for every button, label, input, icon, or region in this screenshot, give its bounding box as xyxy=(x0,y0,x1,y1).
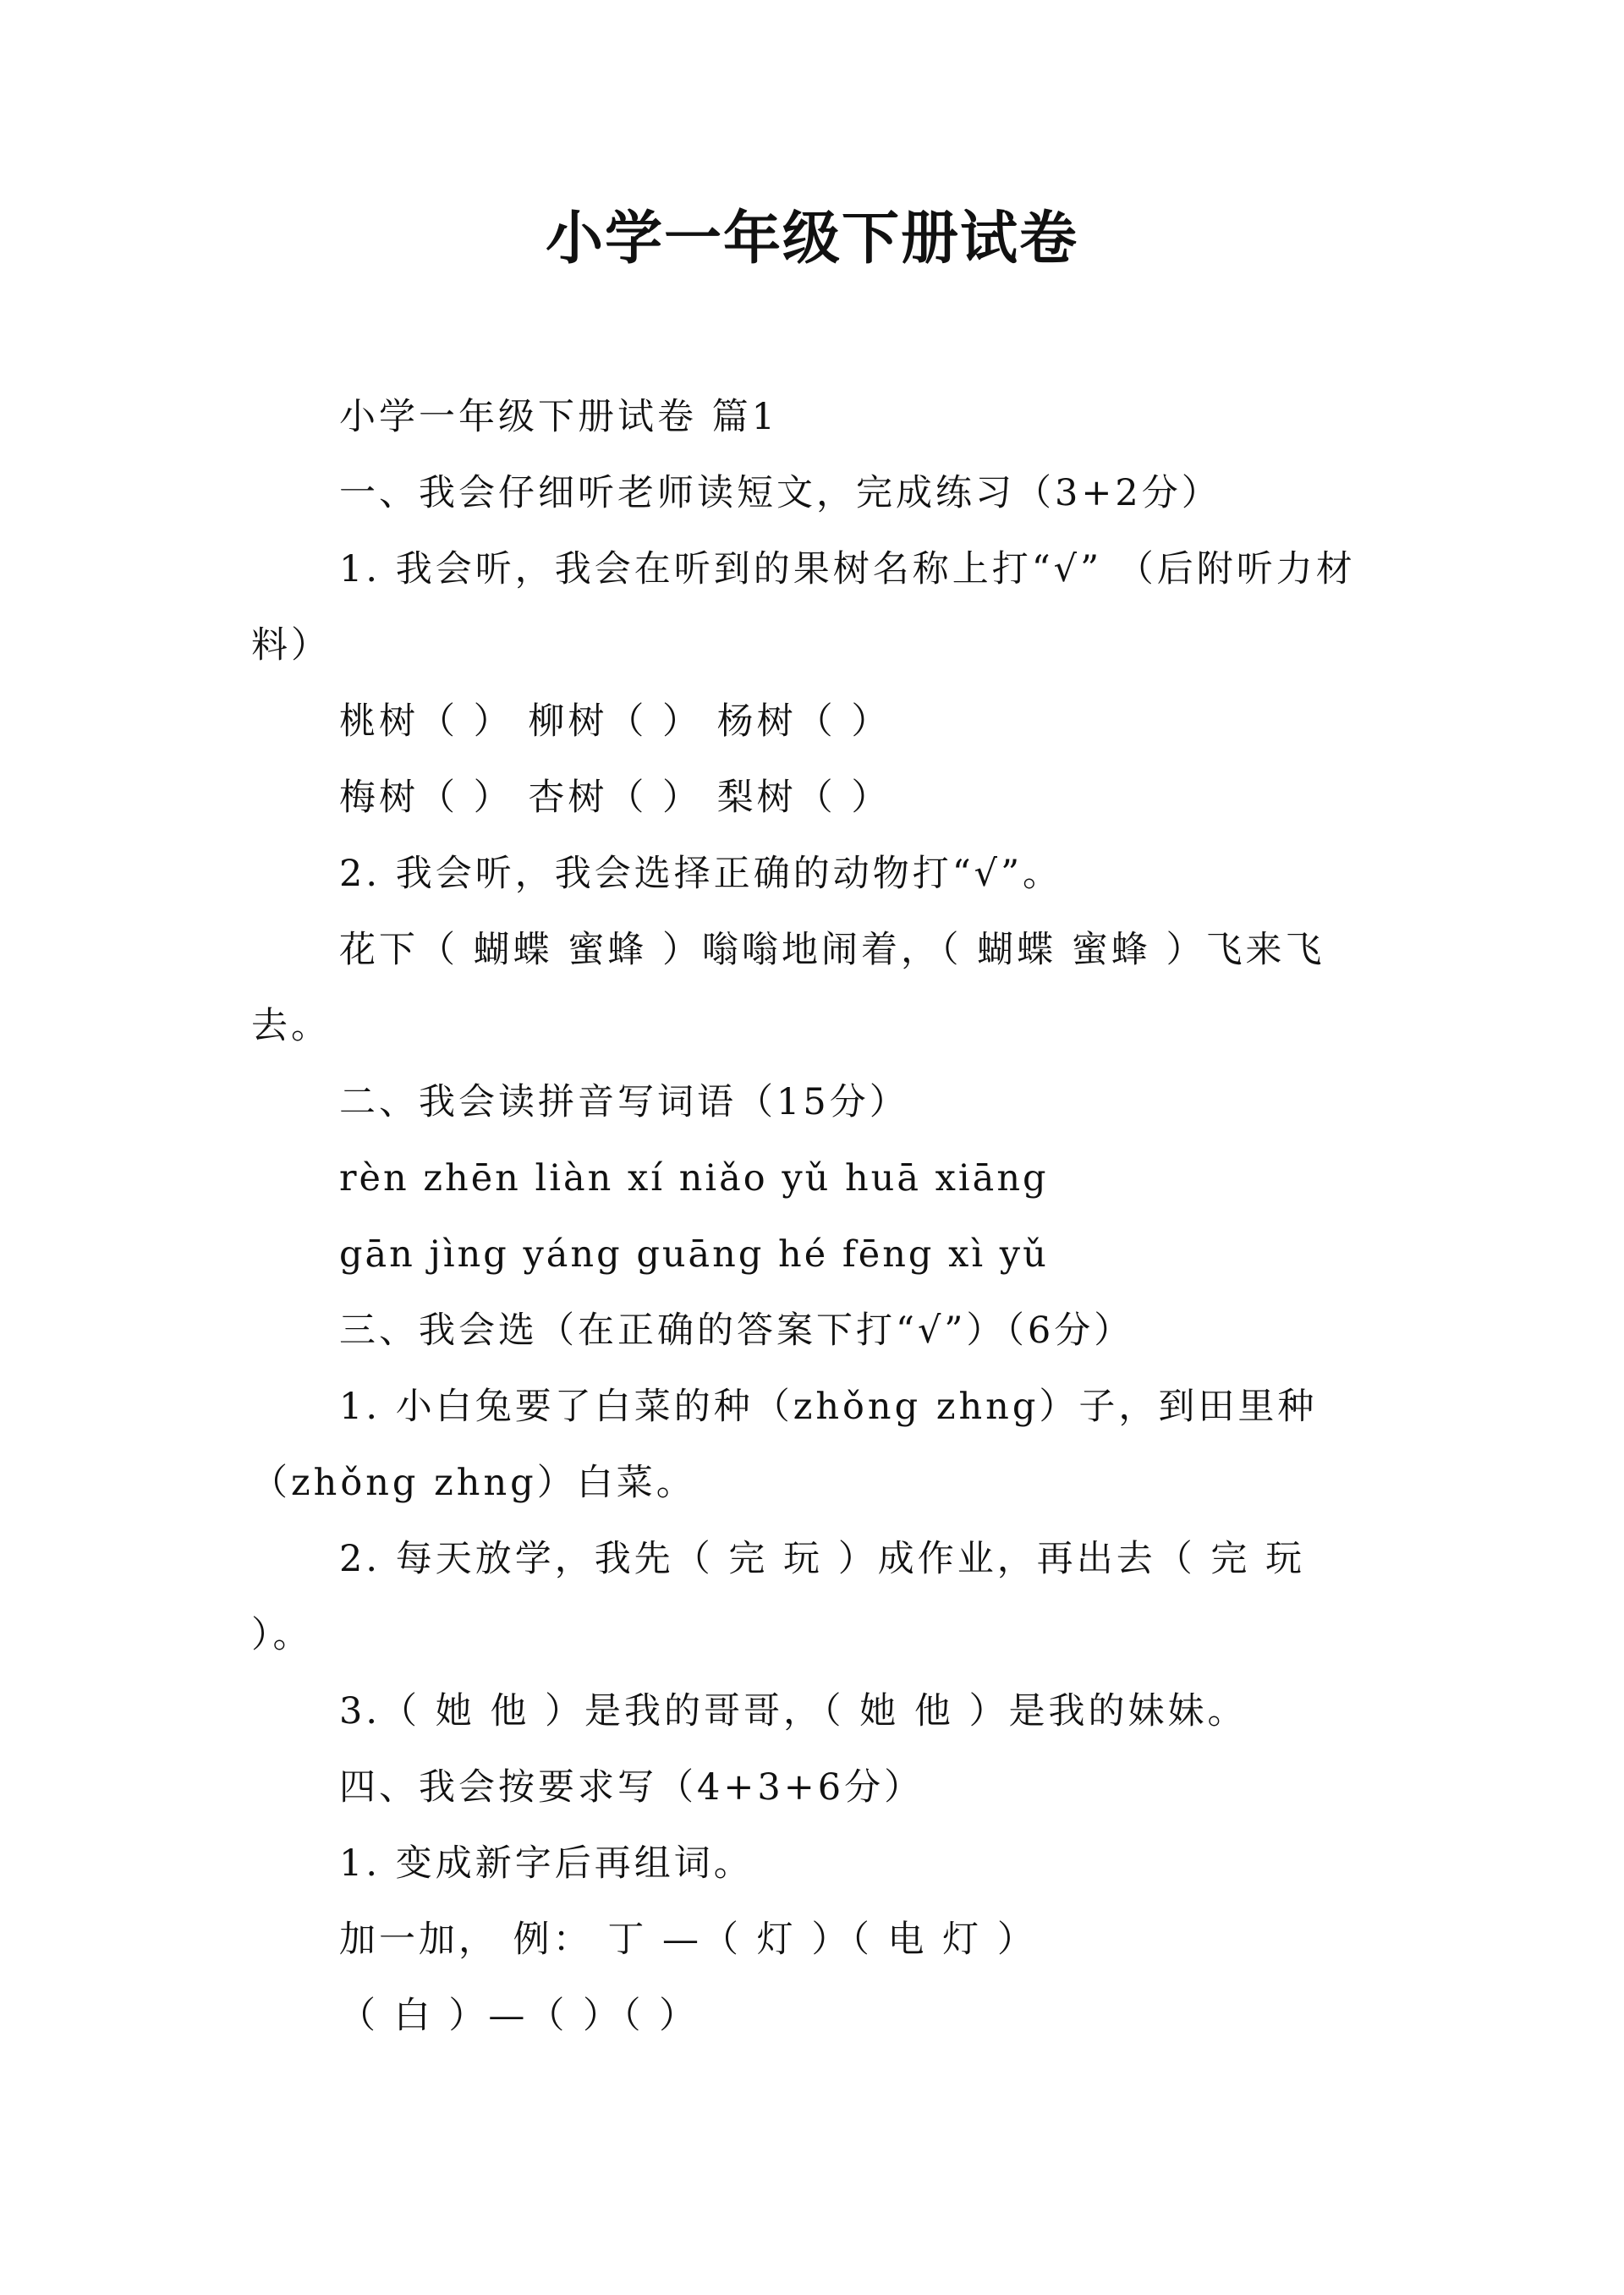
document-body xyxy=(251,379,1376,2054)
question-heading-1: 一、我会仔细听老师读短文，完成练习（3+2分） xyxy=(339,472,1221,514)
pinyin-line-2: gān jìng yáng guāng hé fēng xì yǔ xyxy=(339,1233,1049,1276)
question-3-1: 1. 小白兔要了白菜的种（zhǒng zhng）子，到田里种（zhǒng zhng）白菜。 xyxy=(251,1386,1318,1504)
question-4-1: 1. 变成新字后再组词。 xyxy=(339,1842,754,1885)
pinyin-line-1: rèn zhēn liàn xí niǎo yǔ huā xiāng xyxy=(339,1157,1049,1200)
question-1-1: 1. 我会听，我会在听到的果树名称上打“√” （后附听力材料） xyxy=(251,548,1356,667)
question-1-2: 2. 我会听，我会选择正确的动物打“√”。 xyxy=(339,853,1063,895)
fruit-tree-row-2: 梅树（ ） 杏树（ ） 梨树（ ） xyxy=(339,777,892,819)
question-heading-2: 二、我会读拼音写词语（15分） xyxy=(339,1081,909,1123)
question-3-3: 3.（ 她 他 ）是我的哥哥，（ 她 他 ）是我的妹妹。 xyxy=(339,1690,1248,1732)
section-heading-part: 小学一年级下册试卷 篇1 xyxy=(339,396,779,438)
fruit-tree-row-1: 桃树（ ） 柳树（ ） 杨树（ ） xyxy=(339,700,892,743)
question-heading-3: 三、我会选（在正确的答案下打“√”）（6分） xyxy=(339,1309,1134,1352)
add-word-example: 加一加， 例： 丁 —（ 灯 ）（ 电 灯 ） xyxy=(339,1919,1037,1961)
question-heading-4: 四、我会按要求写（4+3+6分） xyxy=(339,1766,924,1809)
add-word-exercise: （ 白 ）—（ ）（ ） xyxy=(339,1995,700,2037)
question-1-2-sentence: 花下（ 蝴蝶 蜜蜂 ）嗡嗡地闹着，（ 蝴蝶 蜜蜂 ）飞来飞去。 xyxy=(251,929,1325,1047)
document-title: 小学一年级下册试卷 xyxy=(545,206,1078,272)
question-3-2: 2. 每天放学，我先（ 完 玩 ）成作业，再出去（ 完 玩 ）。 xyxy=(251,1538,1320,1656)
